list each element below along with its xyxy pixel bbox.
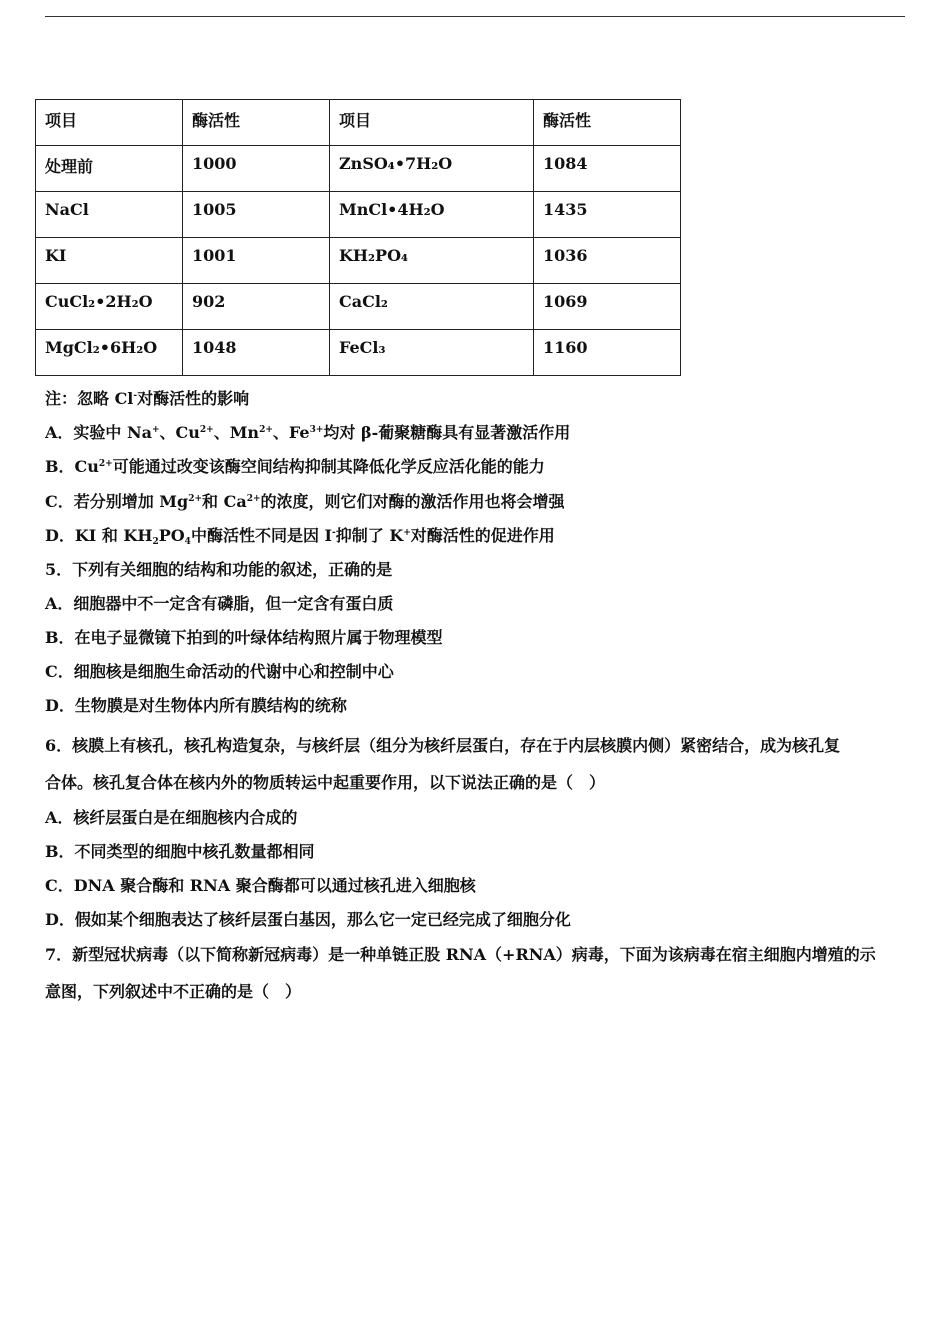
q4-option-b: B．$Cu^{2+}$可能通过改变该酶空间结构抑制其降低化学反应活化能的能力	[45, 457, 545, 476]
q4-option-a: A．实验中 Na+、$Cu^{2+}$、$Mn^{2+}$、$Fe^{3+}$均对 β-葡聚糖酶具有显著激活作用	[45, 423, 571, 442]
table-note: 注：忽略 Cl-对酶活性的影响	[45, 389, 250, 408]
table-header-cell: 项目	[330, 100, 534, 146]
q5-option-c: C．细胞核是细胞生命活动的代谢中心和控制中心	[45, 662, 394, 681]
q6-option-b: B．不同类型的细胞中核孔数量都相同	[45, 842, 315, 861]
table-cell: 处理前	[36, 146, 183, 192]
table-cell: 1048	[183, 330, 330, 376]
q7-stem-line2: 意图，下列叙述中不正确的是（ ）	[45, 982, 302, 1001]
table-cell: 902	[183, 284, 330, 330]
table-cell: 1005	[183, 192, 330, 238]
table-cell: MnCl•4H₂O	[330, 192, 534, 238]
table-row	[36, 284, 681, 330]
q6-option-a: A．核纤层蛋白是在细胞核内合成的	[45, 808, 298, 827]
table-cell: 1160	[534, 330, 681, 376]
q5-option-a: A．细胞器中不一定含有磷脂，但一定含有蛋白质	[45, 594, 394, 613]
q5-option-b: B．在电子显微镜下拍到的叶绿体结构照片属于物理模型	[45, 628, 443, 647]
table-cell: 1036	[534, 238, 681, 284]
table-header-cell: 酶活性	[183, 100, 330, 146]
table-row	[36, 146, 681, 192]
table-row	[36, 330, 681, 376]
table-cell: 1435	[534, 192, 681, 238]
q5-option-d: D．生物膜是对生物体内所有膜结构的统称	[45, 696, 347, 715]
table-cell: FeCl₃	[330, 330, 534, 376]
enzyme-activity-table	[35, 99, 681, 376]
q6-stem-line1: 6．核膜上有核孔，核孔构造复杂，与核纤层（组分为核纤层蛋白，存在于内层核膜内侧）紧密结合，成为核孔复	[45, 736, 841, 755]
table-header-row	[36, 100, 681, 146]
q6-stem-line2: 合体。核孔复合体在核内外的物质转运中起重要作用，以下说法正确的是（ ）	[45, 773, 606, 792]
q5-stem: 5．下列有关细胞的结构和功能的叙述，正确的是	[45, 560, 393, 579]
table-cell: KI	[36, 238, 183, 284]
table-cell: 1000	[183, 146, 330, 192]
table-cell: 1069	[534, 284, 681, 330]
q4-option-d: D．KI 和 $KH_2PO_4$中酶活性不同是因 I-抑制了 K+对酶活性的促进作用	[45, 526, 555, 547]
table-cell: NaCl	[36, 192, 183, 238]
table-header-cell: 酶活性	[534, 100, 681, 146]
table-cell: ZnSO₄•7H₂O	[330, 146, 534, 192]
table-cell: CaCl₂	[330, 284, 534, 330]
table-cell: 1084	[534, 146, 681, 192]
q6-option-c: C．DNA 聚合酶和 RNA 聚合酶都可以通过核孔进入细胞核	[45, 876, 476, 895]
q4-option-c: C．若分别增加 $Mg^{2+}$和 $Ca^{2+}$的浓度，则它们对酶的激活作用也将会增强	[45, 492, 565, 511]
table-cell: KH₂PO₄	[330, 238, 534, 284]
header-rule	[45, 16, 905, 17]
table-cell: CuCl₂•2H₂O	[36, 284, 183, 330]
table-row	[36, 192, 681, 238]
q6-option-d: D．假如某个细胞表达了核纤层蛋白基因，那么它一定已经完成了细胞分化	[45, 910, 571, 929]
table-header-cell: 项目	[36, 100, 183, 146]
table-row	[36, 238, 681, 284]
table-cell: MgCl₂•6H₂O	[36, 330, 183, 376]
table-cell: 1001	[183, 238, 330, 284]
q7-stem-line1: 7．新型冠状病毒（以下简称新冠病毒）是一种单链正股 RNA（+RNA）病毒，下面为该病毒在宿主细胞内增殖的示	[45, 945, 876, 964]
